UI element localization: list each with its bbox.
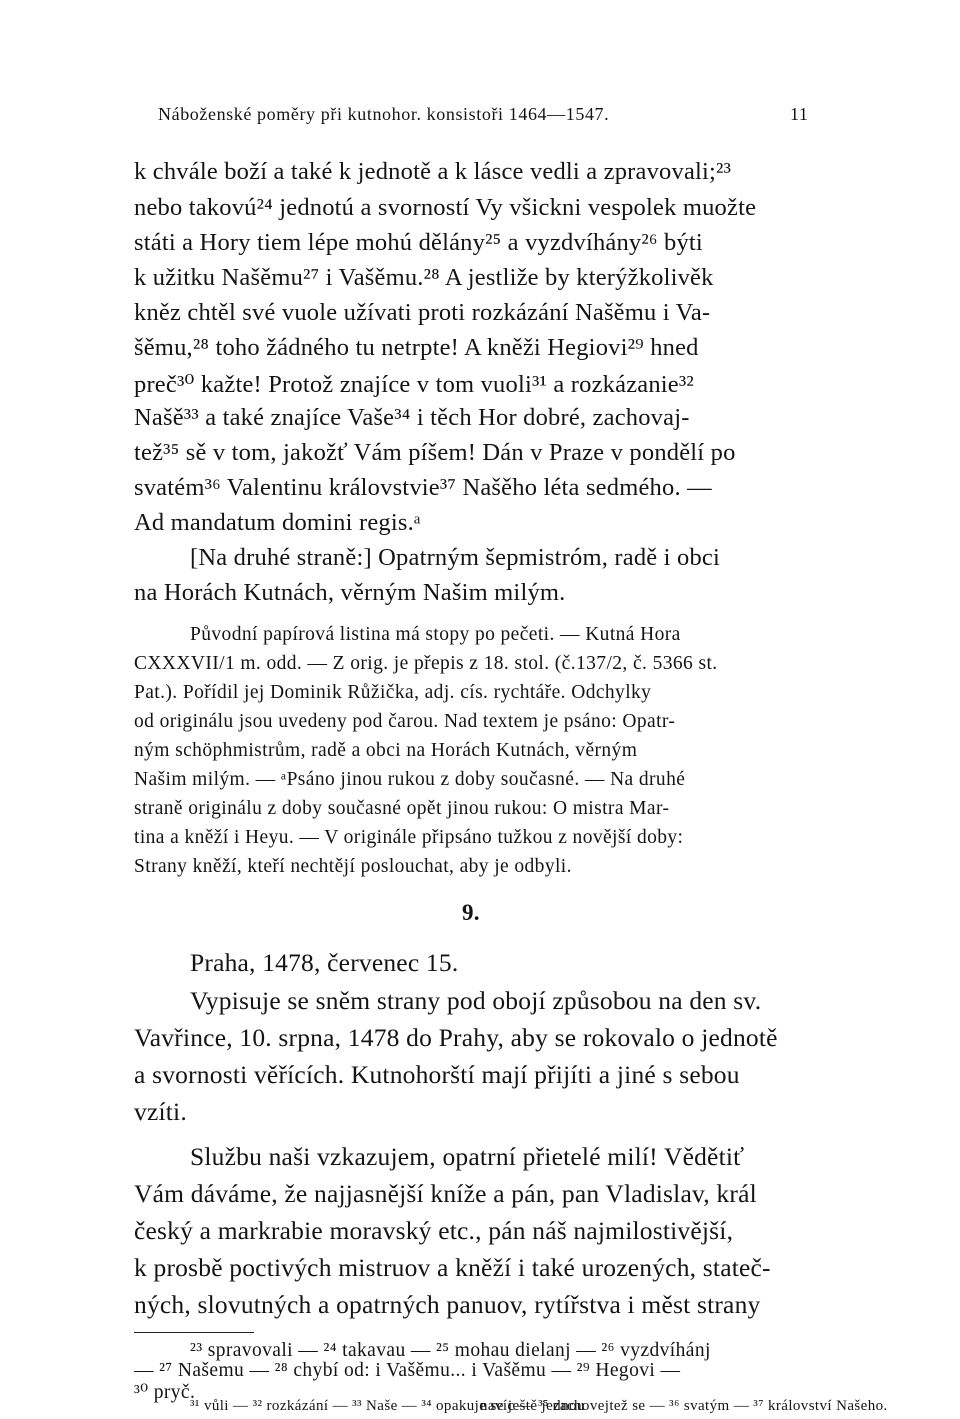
source-note-line: Strany kněží, kteří nechtějí poslouchat, aby je odbyli. (134, 856, 572, 877)
source-note-line: CXXXVII/1 m. odd. — Z orig. je přepis z 18. stol. (č.137/2, č. 5366 st. (134, 653, 718, 674)
footnote-rule (134, 1332, 254, 1333)
letter-line: k užitku Našěmu²⁷ i Vašěmu.²⁸ A jestliže by kterýžkolivěk (134, 264, 714, 291)
letter-line: kněz chtěl své vuole užívati proti rozkázání Našěmu i Va- (134, 299, 711, 326)
regest-line: a svornosti věřících. Kutnohorští mají přijíti a jiné s sebou (134, 1060, 740, 1089)
footnote-line: ²³ spravovali — ²⁴ takavau — ²⁵ mohau dielanj — ²⁶ vyzdvíhánj (190, 1340, 711, 1361)
letter-line: na Horách Kutnách, věrným Našim milým. (134, 579, 566, 606)
document-text-line: český a markrabie moravský etc., pán náš najmilostivější, (134, 1216, 734, 1245)
document-number: 9. (462, 900, 480, 925)
letter-line: šěmu,²⁸ toho žádného tu netrpte! A kněži Hegiovi²⁹ hned (134, 334, 699, 361)
source-note-line: Pat.). Pořídil jej Dominik Růžička, adj. cís. rychtáře. Odchylky (134, 682, 652, 703)
source-note-line: tina a kněží i Heyu. — V originále připsáno tužkou z novější doby: (134, 827, 684, 848)
source-note-line: ným schöphmistrům, radě a obci na Horách Kutnách, věrným (134, 740, 638, 761)
running-title: Náboženské poměry při kutnohor. konsistoři 1464—1547. (158, 104, 610, 124)
document-text-line: Službu naši vzkazujem, opatrní přietelé milí! Vědětiť (190, 1142, 745, 1171)
regest-line: Vavřince, 10. srpna, 1478 do Prahy, aby se rokovalo o jednotě (134, 1023, 778, 1052)
footnote-line: — ²⁷ Našemu — ²⁸ chybí od: i Vašěmu... i Vašěmu — ²⁹ Hegovi — (134, 1360, 681, 1381)
letter-line: Našě³³ a také znajíce Vaše³⁴ i těch Hor dobré, zachovaj- (134, 404, 690, 431)
document-text-line: ných, slovutných a opatrných panuov, rytířstva i měst strany (134, 1290, 761, 1319)
source-note-line: Našim milým. — ᵃPsáno jinou rukou z doby současné. — Na druhé (134, 769, 686, 790)
letter-line: tež³⁵ sě v tom, jakožť Vám píšem! Dán v Praze v pondělí po (134, 439, 736, 466)
footnote-line: navíc — ³⁵ zachovejtež se — ³⁶ svatým — ³⁷ království Našeho. (480, 1398, 888, 1414)
letter-line: k chvále boží a také k jednotě a k lásce vedli a zpravovali;²³ (134, 158, 732, 185)
letter-line: preč³⁰ kažte! Protož znajíce v tom vuoli³¹ a rozkázanie³² (134, 371, 694, 398)
footnote-line: ³¹ vůli — ³² rozkázání — ³³ Naše — ³⁴ opakuje se ještě jednou (190, 1398, 585, 1414)
regest-line: vzíti. (134, 1097, 187, 1126)
letter-line: [Na druhé straně:] Opatrným šepmistróm, radě i obci (190, 544, 720, 571)
source-note-line: od originálu jsou uvedeny pod čarou. Nad textem je psáno: Opatr- (134, 711, 676, 732)
source-note-line: Původní papírová listina má stopy po pečeti. — Kutná Hora (190, 624, 681, 645)
footnote-line: ³⁰ pryč. (134, 1382, 196, 1403)
regest-line: Vypisuje se sněm strany pod obojí způsobou na den sv. (190, 986, 762, 1015)
letter-line: svatém³⁶ Valentinu královstvie³⁷ Našěho léta sedmého. — (134, 474, 712, 501)
document-text-line: Vám dáváme, že najjasnější kníže a pán, pan Vladislav, král (134, 1179, 757, 1208)
source-note-line: straně originálu z doby současné opět jinou rukou: O mistra Mar- (134, 798, 670, 819)
letter-line: nebo takovú²⁴ jednotú a svorností Vy všickni vespolek muožte (134, 194, 757, 221)
page-number: 11 (790, 104, 809, 124)
letter-line: Ad mandatum domini regis.ᵃ (134, 509, 421, 536)
document-text-line: k prosbě poctivých mistruov a kněží i také urozených, stateč- (134, 1253, 771, 1282)
letter-line: státi a Hory tiem lépe mohú dělány²⁵ a vyzdvíhány²⁶ býti (134, 229, 703, 256)
place-date: Praha, 1478, červenec 15. (190, 948, 459, 977)
